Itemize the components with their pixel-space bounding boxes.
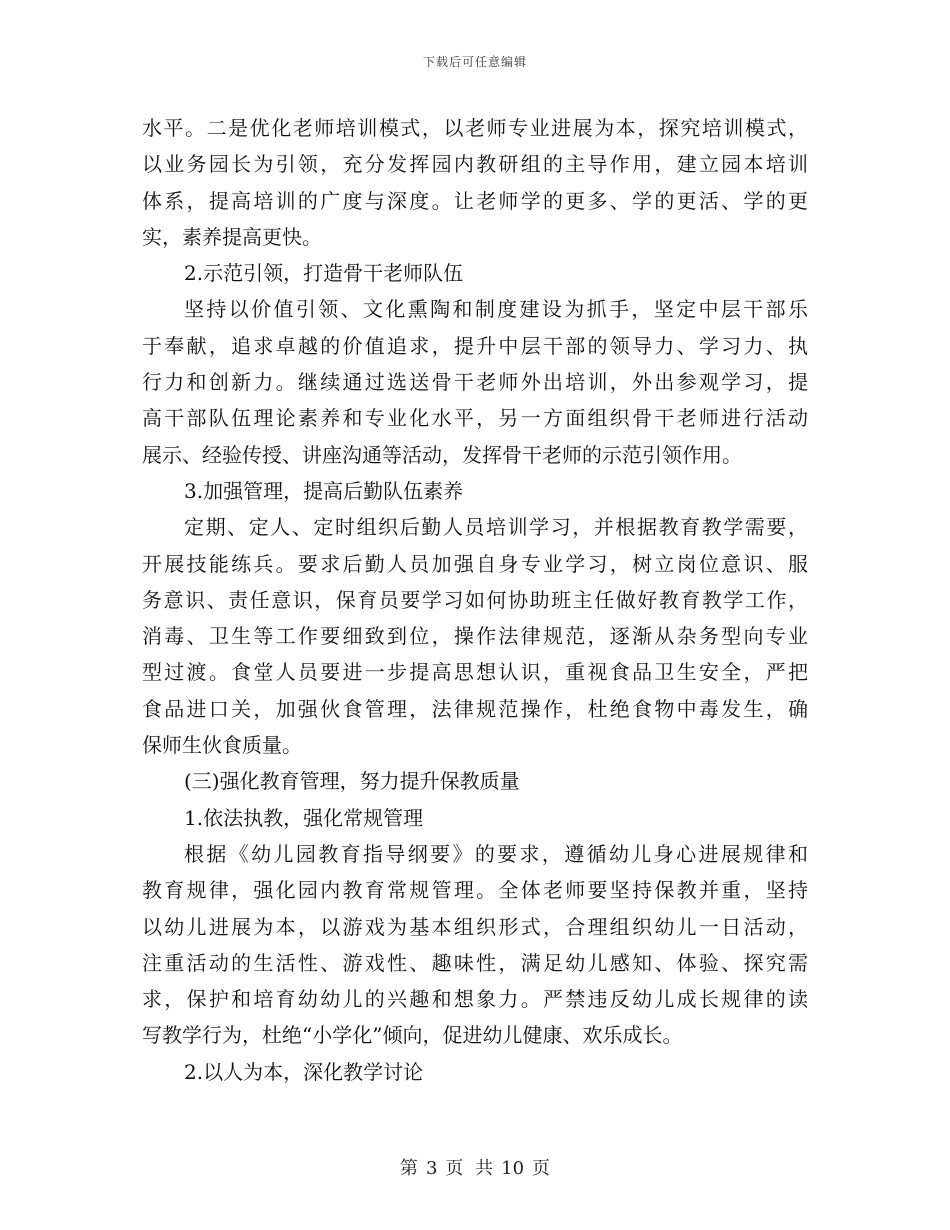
text-line: 以业务园长为引领，充分发挥园内教研组的主导作用，建立园本培训 <box>142 152 808 177</box>
text-line: 于奉献，追求卓越的价值追求，提升中层干部的领导力、学习力、执 <box>142 333 808 358</box>
text-line: 以幼儿进展为本，以游戏为基本组织形式，合理组织幼儿一日活动， <box>142 914 808 939</box>
text-line: 定期、定人、定时组织后勤人员培训学习，并根据教育教学需要， <box>184 515 808 540</box>
footer-suffix: 页 <box>532 1158 551 1179</box>
page-header-note: 下载后可任意编辑 <box>422 55 527 69</box>
text-line: 3.加强管理，提高后勤队伍素养 <box>184 478 464 503</box>
footer-middle: 页 共 <box>445 1158 494 1179</box>
text-line: 展示、经验传授、讲座沟通等活动，发挥骨干老师的示范引领作用。 <box>142 442 742 467</box>
footer-page-number: 3 <box>425 1158 438 1179</box>
footer-total-pages: 10 <box>501 1158 525 1179</box>
text-line: 写教学行为，杜绝“小学化”倾向，促进幼儿健康、欢乐成长。 <box>142 1023 683 1048</box>
text-line: 坚持以价值引领、文化熏陶和制度建设为抓手，坚定中层干部乐 <box>184 297 808 322</box>
text-line: 高干部队伍理论素养和专业化水平，另一方面组织骨干老师进行活动 <box>142 406 808 431</box>
text-line: 2.以人为本，深化教学讨论 <box>184 1059 424 1084</box>
text-line: (三)强化教育管理，努力提升保教质量 <box>184 769 520 794</box>
text-line: 行力和创新力。继续通过选送骨干老师外出培训，外出参观学习，提 <box>142 370 808 395</box>
page-footer <box>0 1154 950 1180</box>
text-line: 2.示范引领，打造骨干老师队伍 <box>184 261 464 286</box>
text-line: 体系，提高培训的广度与深度。让老师学的更多、学的更活、学的更 <box>142 188 808 213</box>
text-line: 教育规律，强化园内教育常规管理。全体老师要坚持保教并重，坚持 <box>142 878 808 903</box>
text-line: 求，保护和培育幼幼儿的兴趣和想象力。严禁违反幼儿成长规律的读 <box>142 987 808 1012</box>
text-line: 消毒、卫生等工作要细致到位，操作法律规范，逐渐从杂务型向专业 <box>142 624 808 649</box>
text-line: 注重活动的生活性、游戏性、趣味性，满足幼儿感知、体验、探究需 <box>142 950 808 975</box>
footer-prefix: 第 <box>399 1158 418 1179</box>
text-line: 型过渡。食堂人员要进一步提高思想认识，重视食品卫生安全，严把 <box>142 660 808 685</box>
text-line: 开展技能练兵。要求后勤人员加强自身专业学习，树立岗位意识、服 <box>142 551 808 576</box>
text-line: 务意识、责任意识，保育员要学习如何协助班主任做好教育教学工作， <box>142 587 808 612</box>
text-line: 食品进口关，加强伙食管理，法律规范操作，杜绝食物中毒发生，确 <box>142 696 808 721</box>
text-line: 1.依法执教，强化常规管理 <box>184 805 424 830</box>
text-line: 实，素养提高更快。 <box>142 224 322 249</box>
text-line: 根据《幼儿园教育指导纲要》的要求，遵循幼儿身心进展规律和 <box>184 841 808 866</box>
text-line: 水平。二是优化老师培训模式，以老师专业进展为本，探究培训模式， <box>142 116 808 140</box>
document-body <box>142 110 808 1090</box>
text-line: 保师生伙食质量。 <box>142 733 302 758</box>
